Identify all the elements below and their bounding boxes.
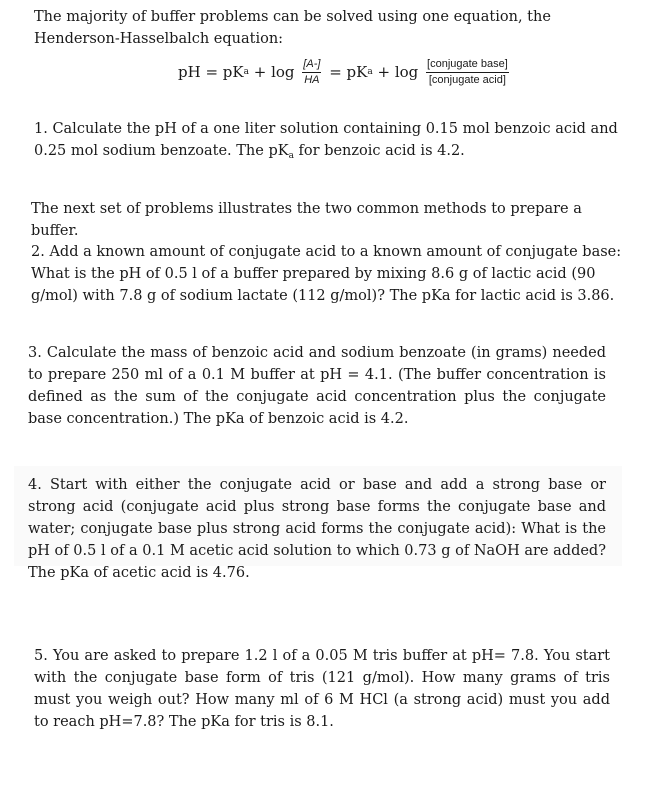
eq-frac1-denominator: HA [304, 73, 320, 86]
problem-1-text-a: 1. Calculate the pH of a one liter solution containing 0.15 mol benzoic acid and 0.25 mol sodium benzoate. The pK [34, 121, 618, 159]
transition-text: The next set of problems illustrates the two common methods to prepare a buffer. [31, 201, 582, 239]
problem-1-sub: a [288, 151, 294, 161]
eq-frac1-numerator: [A-] [302, 58, 321, 73]
eq-frac2-denominator: [conjugate acid] [428, 73, 506, 86]
problem-5: 5. You are asked to prepare 1.2 l of a 0.05 M tris buffer at pH= 7.8. You start with the conjugate base form of tris (121 g/mol). How many grams of tris must you weigh out? How many ml of 6 M HCl (a strong acid) must you add to reach pH=7.8? The pKa for tris is 8.1. [34, 648, 610, 730]
eq-lhs: pH = pK [178, 63, 244, 81]
eq-fraction-2 [426, 58, 509, 87]
eq-plus-log-1: + log [248, 63, 300, 81]
problem-1-text-b: for benzoic acid is 4.2. [293, 143, 465, 159]
problem-2: 2. Add a known amount of conjugate acid to a known amount of conjugate base: What is the pH of 0.5 l of a buffer prepared by mixing 8.6 g of lactic acid (90 g/mol) with 7.8 g of sodium lactate (112 g/mol)? The pKa for lactic acid is 3.86. [31, 244, 622, 304]
henderson-hasselbalch-equation [178, 54, 512, 90]
problem-1 [34, 118, 624, 167]
eq-plus-log-2: + log [372, 63, 424, 81]
eq-sub-a-2: a [367, 67, 373, 77]
eq-equals-pk: = pK [324, 63, 368, 81]
problem-4: 4. Start with either the conjugate acid or base and add a strong base or strong acid (conjugate acid plus strong base forms the conjugate base and water; conjugate base plus strong acid forms the conjugate acid): What is the pH of 0.5 l of a 0.1 M acetic acid solution to which 0.73 g of NaOH are added? The pKa of acetic acid is 4.76. [28, 477, 606, 581]
intro-text: The majority of buffer problems can be solved using one equation, the Henderson-Hasselbalch equation: [34, 9, 551, 47]
eq-frac2-numerator: [conjugate base] [426, 58, 509, 73]
eq-sub-a-1: a [243, 67, 249, 77]
eq-fraction-1 [302, 58, 321, 87]
problem-3: 3. Calculate the mass of benzoic acid and sodium benzoate (in grams) needed to prepare 250 ml of a 0.1 M buffer at pH = 4.1. (The buffer concentration is defined as the sum of the conjugate acid concentration plus the conjugate base concentration.) The pKa of benzoic acid is 4.2. [28, 345, 606, 427]
